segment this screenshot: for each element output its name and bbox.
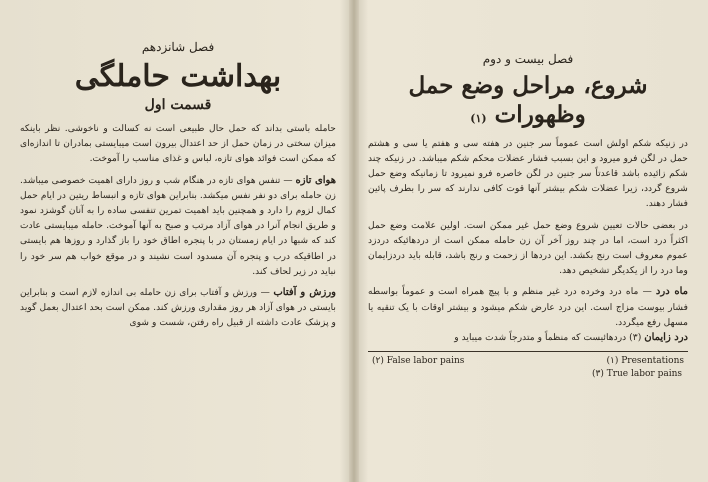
- chapter-title-line1: شروع، مراحل وضع حمل: [408, 72, 648, 99]
- section-heading: ماه درد: [655, 286, 689, 298]
- section-heading: درد زایمان: [644, 331, 688, 343]
- paragraph: ورزش و آفتاب — ورزش و آفتاب برای زن حامله بی اندازه لازم است و بنابراین بایستی در هوای آزاد هر روز مقداری ورزش کند. ممکن است بحد اعتدال بعمل گوید و پزشک عادت داشته از قبیل راه رفتن، شست و شوی: [20, 287, 336, 329]
- paragraph-text: ماه درد وخرده درد غیر منظم و با پیچ همراه است و عموماً بواسطه فشار بیوست مزاج است. این درد عارض شکم میشود و بیشتر اوقات با یک تنقیه یا مسهل رفع میگردد.: [368, 286, 688, 328]
- left-page: [0, 0, 352, 482]
- footnote: (۳) True labor pains: [591, 369, 682, 380]
- paragraph: [368, 330, 688, 345]
- chapter-title: بهداشت حاملگی: [74, 59, 282, 94]
- chapter-heading: فصل شانزدهم: [141, 40, 215, 54]
- paragraph-text: (۳) دردهائیست که منظماً و متدرجاً شدت میباید و: [454, 331, 642, 343]
- footnote: (۲) False labor pains: [372, 356, 465, 367]
- paragraph: هوای تازه — تنفس هوای تازه در هنگام شب و روز دارای اهمیت خصوصی میباشد. زن حامله برای دو نفر نفس میکشد. بنابراین هوای تازه و انبساط ریتین در ایام حمل کمال لزوم را دارد و همچنین باید اهمیت تمرین تنفسی ساده را به آنان گوشزد نمود و طریق انجام آنرا در هوای آزاد مرتب و صبح به آنها آموخت. حامله میبایستی عادت کند که شبها در ایام زمستان در با پنجره اطاق خود را باز گذارد و روزها هم بایستی در اطاقیکه درب و پنجره آن مسدود است نشیند و در موقع خواب هم سر خود را نباید در زیر لحاف کند.: [20, 174, 336, 277]
- footnote-marker: (۱): [470, 111, 487, 125]
- section-heading: هوای تازه: [295, 174, 336, 186]
- footnote-divider: [368, 351, 688, 352]
- footnote: (۱) Presentations: [606, 356, 684, 367]
- footnotes-row: [368, 355, 688, 368]
- section-heading: ورزش و آفتاب: [273, 287, 336, 299]
- paragraph-text: ورزش و آفتاب برای زن حامله بی اندازه لازم است و بنابراین بایستی در هوای آزاد هر روز مقداری ورزش کند. ممکن است بحد اعتدال بعمل گوید و پزشک عادت داشته از قبیل راه رفتن، شست و شوی: [20, 287, 336, 329]
- title-text: وظهورات: [494, 100, 586, 128]
- chapter-title-line2: [368, 101, 688, 130]
- paragraph: ماه درد — ماه درد وخرده درد غیر منظم و با پیچ همراه است و عموماً بواسطه فشار بیوست مزاج است. این درد عارض شکم میشود و بیشتر اوقات با یک تنقیه یا مسهل رفع میگردد.: [368, 286, 689, 328]
- paragraph: در بعضی حالات تعیین شروع وضع حمل غیر ممکن است. اولین علامت وضع حمل اکثراً درد است، اما در چند روز آخر آن زن حامله ممکن است از دردهائیکه دردزد عموم معروف است رنج بکشد. این دردها از زحمت و رنج باشد، قابله باید دردزایمان وما درد را از یکدیگر تشخیص دهد.: [368, 219, 688, 277]
- paragraph: حامله باستی بداند که حمل حال طبیعی است نه کسالت و ناخوشی. نظر باینکه میزان سختی در زمان حمل از حد اعتدال بیرون است میبایستی بمادران تا اندازه‌ای که ممکن است فوائد هوای تازه، لباس و غذای مناسب را آموخت.: [20, 123, 336, 165]
- paragraph-text: تنفس هوای تازه در هنگام شب و روز دارای اهمیت خصوصی میباشد. زن حامله برای دو نفر نفس میکشد. بنابراین هوای تازه و انبساط ریتین در ایام حمل کمال لزوم را دارد و همچنین باید اهمیت تمرین تنفسی ساده را به آنان گوشزد نمود و طریق انجام آنرا در هوای آزاد مرتب و صبح به آنها آموخت. حامله میبایستی عادت کند که شبها در ایام زمستان در با پنجره اطاق خود را باز گذارد و روزها هم بایستی در اطاقیکه درب و پنجره آن مسدود است نشیند و در موقع خواب هم سر خود را نباید در زیر لحاف کند.: [20, 174, 336, 277]
- paragraph: در زنیکه شکم اولش است عموماً سر جنین در هفته سی و هفتم یا سی و هشتم حمل در لگن فرو میرود و این بسبب فشار عضلات محکم شکم میباشد. در زنیکه چند شکم زائیده باشد قاعدتاً سر جنین در لگن خاصره فرو نمیرود تا زمانیکه وضع حمل شروع گردد، زیرا عضلات شکم بیشتر آنها قوت کافی ندارند که سر را بطرف پائین فشار دهند.: [368, 137, 688, 210]
- chapter-heading: فصل بیست و دوم: [482, 52, 574, 66]
- section-subtitle: قسمت اول: [144, 97, 212, 113]
- right-page: [358, 0, 708, 482]
